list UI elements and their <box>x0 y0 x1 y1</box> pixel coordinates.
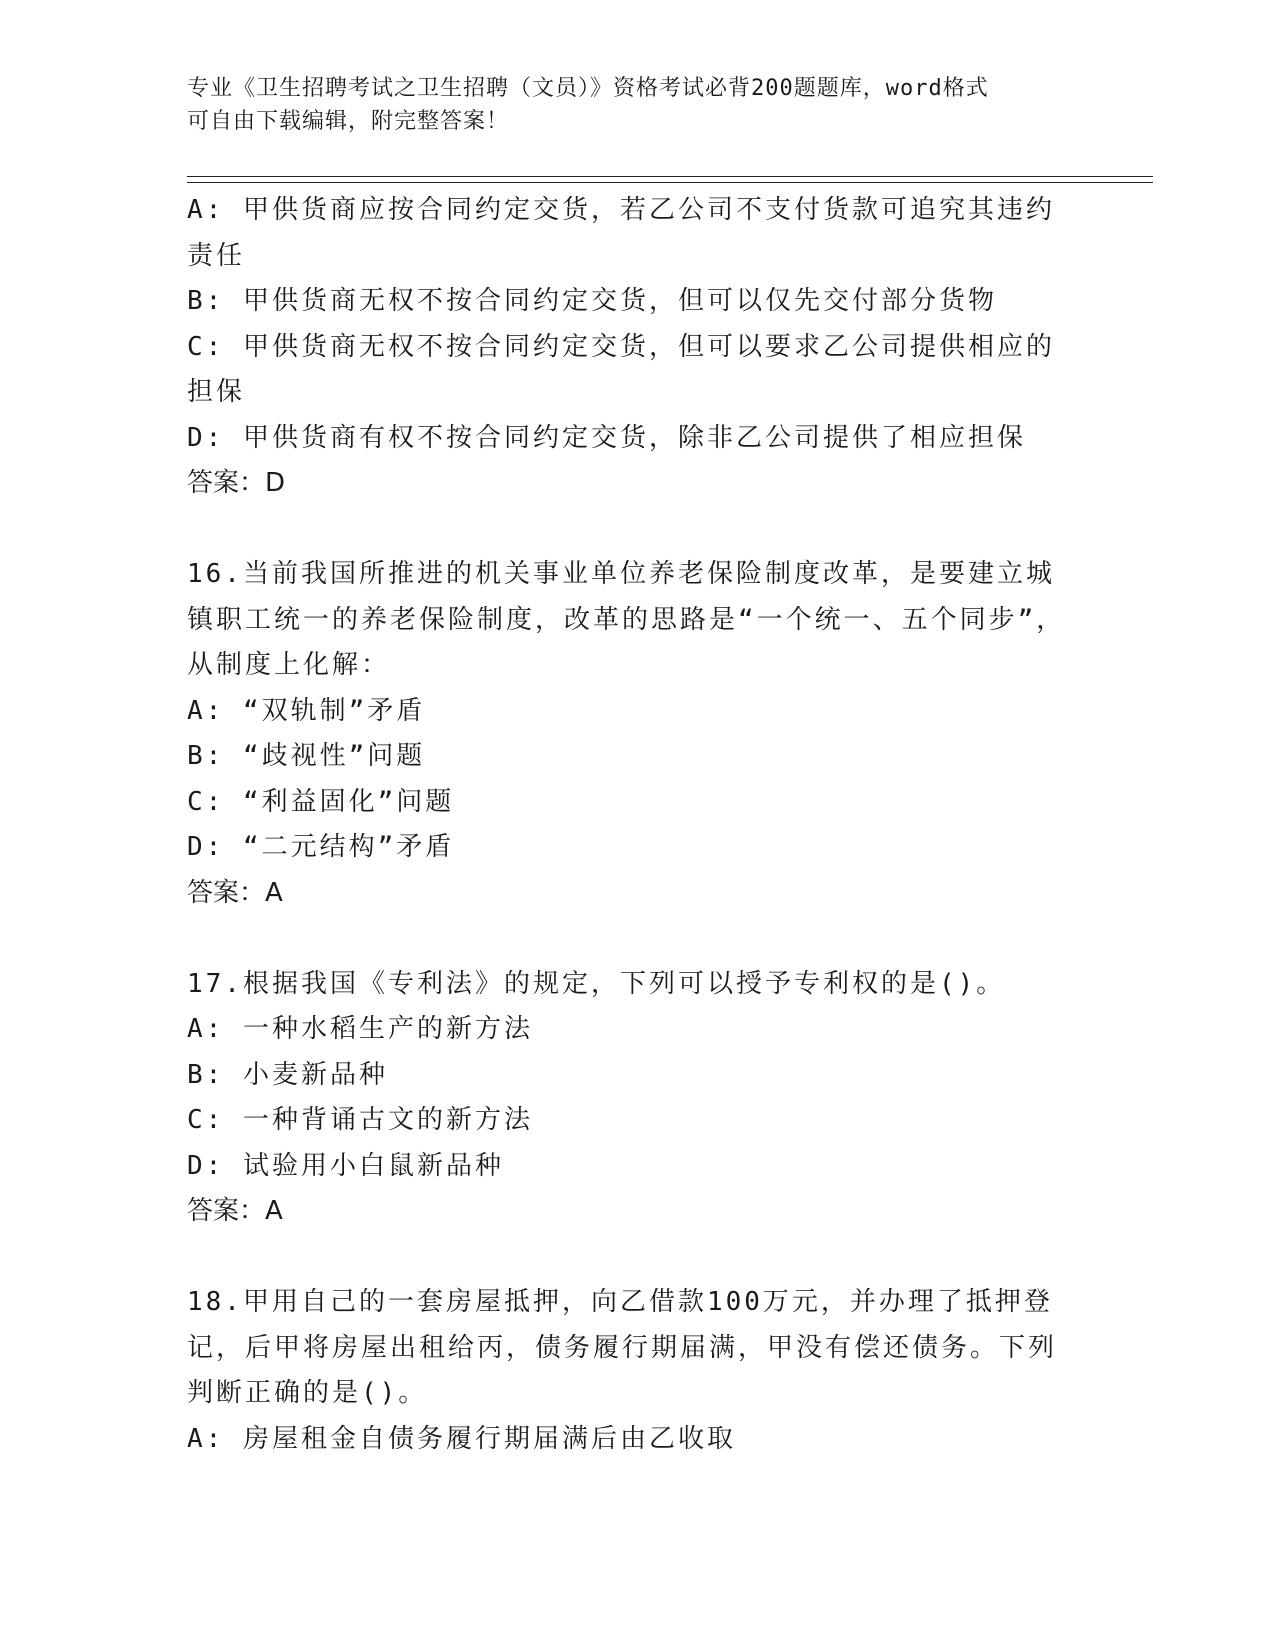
question-text: 17.根据我国《专利法》的规定，下列可以授予专利权的是()。 <box>187 968 1006 999</box>
answer-value: D <box>265 468 287 498</box>
question-list <box>187 188 1077 1462</box>
header-title-line-2: 可自由下载编辑，附完整答案！ <box>187 109 510 134</box>
answer-value: A <box>265 877 284 908</box>
answer-line <box>187 871 1077 917</box>
question-15 <box>187 188 1077 507</box>
option-c: C: 一种背诵古文的新方法 <box>187 1105 533 1135</box>
option-a: A: 甲供货商应按合同约定交货，若乙公司不支付货款可追究其违约责任 <box>187 195 1055 271</box>
answer-value: A <box>265 1196 284 1226</box>
option-d: D: 甲供货商有权不按合同约定交货，除非乙公司提供了相应担保 <box>187 422 1026 453</box>
header-divider-bottom <box>187 182 1153 183</box>
option-a: A: 房屋租金自债务履行期届满后由乙收取 <box>187 1423 736 1454</box>
question-17 <box>187 962 1077 1235</box>
question-16 <box>187 552 1077 916</box>
option-c: C: 甲供货商无权不按合同约定交货，但可以要求乙公司提供相应的担保 <box>187 331 1055 407</box>
option-b: B: 甲供货商无权不按合同约定交货，但可以仅先交付部分货物 <box>187 286 997 316</box>
option-c: C: “利益固化”问题 <box>187 786 455 817</box>
answer-label: 答案： <box>187 1196 266 1226</box>
option-a: A: “双轨制”矛盾 <box>187 695 426 726</box>
question-18 <box>187 1280 1077 1462</box>
option-d: D: “二元结构”矛盾 <box>187 832 455 862</box>
question-text: 16.当前我国所推进的机关事业单位养老保险制度改革，是要建立城镇职工统一的养老保险制度，改革的思路是“一个统一、五个同步”，从制度上化解： <box>187 559 1066 680</box>
header-title-line-1: 专业《卫生招聘考试之卫生招聘（文员）》资格考试必背200题题库，word格式 <box>187 76 989 101</box>
answer-label: 答案： <box>187 877 266 908</box>
option-d: D: 试验用小白鼠新品种 <box>187 1150 504 1181</box>
option-a: A: 一种水稻生产的新方法 <box>187 1014 533 1044</box>
header-divider-top <box>187 176 1153 177</box>
option-b: B: 小麦新品种 <box>187 1059 388 1090</box>
answer-line <box>187 461 1077 507</box>
answer-line <box>187 1189 1077 1235</box>
document-header <box>187 72 1067 138</box>
answer-label: 答案： <box>187 468 266 498</box>
option-b: B: “歧视性”问题 <box>187 741 426 771</box>
question-text: 18.甲用自己的一套房屋抵押，向乙借款100万元，并办理了抵押登记，后甲将房屋出租给丙，债务履行期届满，甲没有偿还债务。下列判断正确的是()。 <box>187 1287 1058 1408</box>
